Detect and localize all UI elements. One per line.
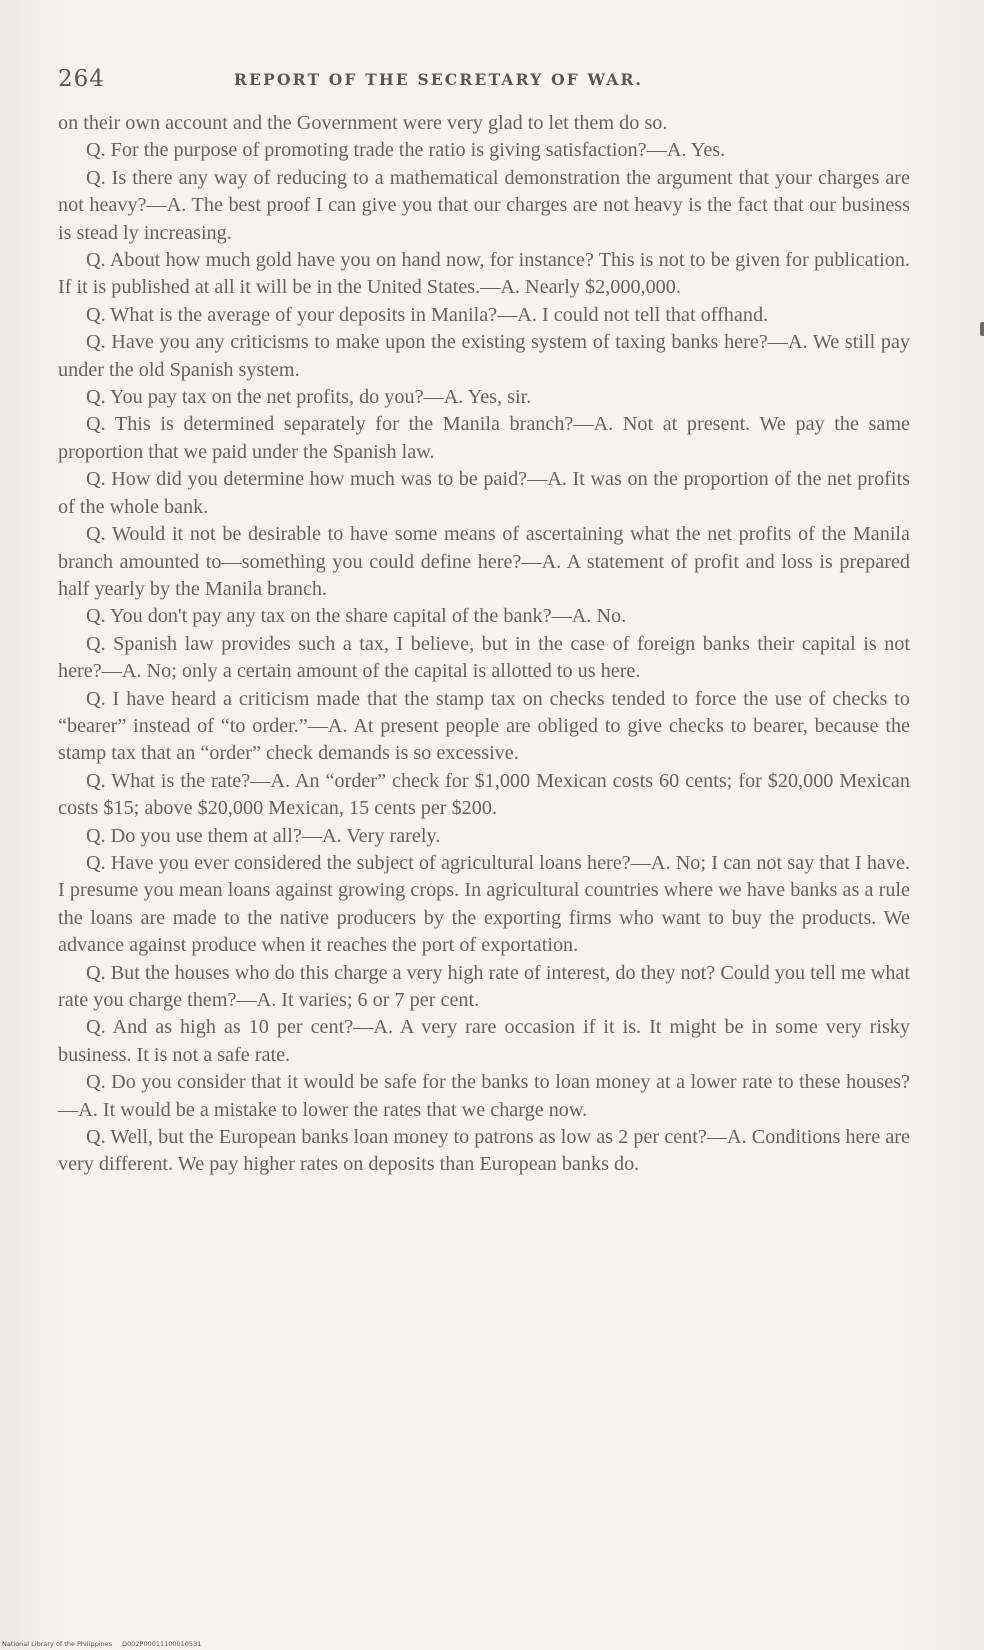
paragraph: Q. I have heard a criticism made that the stamp tax on checks tended to force the use of checks to “bearer” instead of “to order.”—A. At present people are obliged to give checks to bearer, because the stamp tax that an “order” check demands is so excessive. (58, 687, 910, 765)
paragraph: Q. Well, but the European banks loan money to patrons as low as 2 per cent?—A. Conditions here are very different. We pay higher rates on deposits than European banks do. (58, 1126, 910, 1176)
paragraph: Q. But the houses who do this charge a very high rate of interest, do they not? Could you tell me what rate you charge them?—A. It varies; 6 or 7 per cent. (58, 961, 910, 1011)
body-text (58, 110, 910, 1179)
footer-code: D002P00011100010531 (122, 1640, 202, 1648)
page-header (58, 66, 918, 98)
paragraph: Q. Spanish law provides such a tax, I believe, but in the case of foreign banks their capital is not here?—A. No; only a certain amount of the capital is allotted to us here. (58, 632, 910, 683)
paragraph: Q. What is the rate?—A. An “order” check for $1,000 Mexican costs 60 cents; for $20,000 Mexican costs $15; above $20,000 Mexican, 15 cents per $200. (58, 769, 910, 820)
paragraph: Q. Is there any way of reducing to a mathematical demonstration the argument that your charges are not heavy?—A. The best proof I can give you that our charges are not heavy is the fact that our business is stead ly increasing. (58, 166, 910, 244)
paragraph: Q. Do you consider that it would be safe for the banks to loan money at a lower rate to these houses?—A. It would be a mistake to lower the rates that we charge now. (58, 1071, 910, 1121)
paragraph: Q. How did you determine how much was to be paid?—A. It was on the proportion of the net profits of the whole bank. (58, 468, 910, 518)
paragraph: Q. And as high as 10 per cent?—A. A very rare occasion if it is. It might be in some very risky business. It is not a safe rate. (58, 1016, 910, 1066)
paragraph: Q. Have you any criticisms to make upon the existing system of taxing banks here?—A. We still pay under the old Spanish system. (58, 331, 910, 381)
paragraph: Q. What is the average of your deposits in Manila?—A. I could not tell that offhand. (86, 303, 769, 326)
footer-library: National Library of the Philippines (2, 1640, 113, 1648)
paragraph: Q. You don't pay any tax on the share capital of the bank?—A. No. (86, 605, 627, 628)
paragraph: Q. This is determined separately for the Manila branch?—A. Not at present. We pay the same proportion that we paid under the Spanish law. (58, 413, 910, 463)
paragraph: Q. Would it not be desirable to have some means of ascertaining what the net profits of the Manila branch amounted to—something you could define here?—A. A statement of profit and loss is prepared half yearly by the Manila branch. (58, 523, 910, 600)
running-head: REPORT OF THE SECRETARY OF WAR. (234, 70, 644, 89)
paragraph: Q. About how much gold have you on hand now, for instance? This is not to be given for publication. If it is published at all it will be in the United States.—A. Nearly $2,000,000. (58, 249, 910, 299)
paragraph: Q. Do you use them at all?—A. Very rarely. (86, 824, 441, 847)
paragraph: Q. You pay tax on the net profits, do you?—A. Yes, sir. (86, 386, 532, 409)
paragraph: Q. Have you ever considered the subject of agricultural loans here?—A. No; I can not say that I have. I presume you mean loans against growing crops. In agricultural countries where we have banks as a rule the loans are made to the native producers by the exporting firms who want to buy the products. We advance against produce when it reaches the port of exportation. (58, 851, 910, 957)
page-number: 264 (58, 66, 105, 92)
paragraph: Q. For the purpose of promoting trade the ratio is giving satisfaction?—A. Yes. (86, 139, 726, 162)
page-edge-mark (980, 322, 984, 336)
scan-footer (2, 1640, 209, 1648)
paragraph: on their own account and the Government were very glad to let them do so. (58, 112, 668, 134)
